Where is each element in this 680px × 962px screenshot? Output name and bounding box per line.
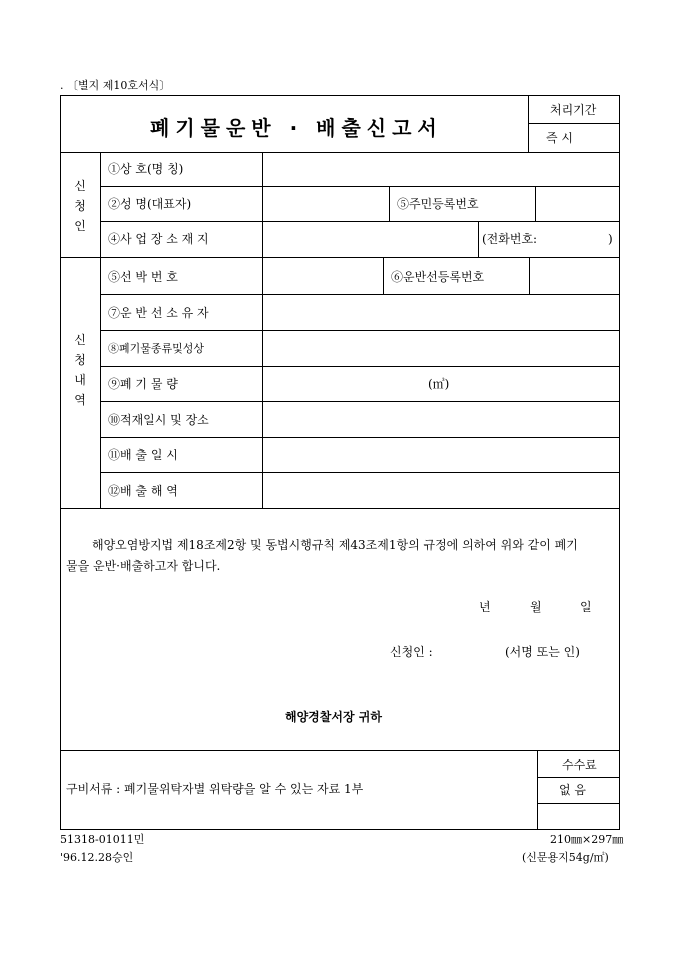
phone-close: ) [608,232,613,246]
applicant-section-label: 신 청 인 [74,179,86,233]
loading-date-place-label: ⑩적재일시 및 장소 [108,413,209,427]
paper-size: 210㎜×297㎜ [550,833,624,846]
approval-date: '96.12.28승인 [60,851,134,864]
ship-number-label: ⑤선 박 번 호 [108,270,178,284]
resident-number-label: ⑤주민등록번호 [397,197,479,211]
waste-type-label: ⑧폐기물종류및성상 [108,342,205,355]
ship-owner-label: ⑦운 반 선 소 유 자 [108,306,209,320]
transport-ship-registration-field[interactable] [530,258,619,294]
discharge-area-field[interactable] [263,473,619,508]
paper-type: (신문용지54g/㎡) [522,851,609,864]
business-address-field[interactable] [263,222,478,257]
ship-owner-field[interactable] [263,295,619,330]
discharge-date-field[interactable] [263,438,619,472]
date-month-label: 월 [530,600,542,614]
waste-amount-unit: (㎥) [428,377,450,391]
details-section-label: 신 청 내 역 [74,333,86,407]
date-year-label: 년 [479,600,491,614]
declaration-line-1: 해양오염방지법 제18조제2항 및 동법시행규칙 제43조제1항의 규정에 의하여 위와 같이 폐기 [92,538,578,552]
addressee: 해양경찰서장 귀하 [285,710,382,724]
discharge-date-label: ⑪배 출 일 시 [108,448,178,462]
required-documents: 구비서류 : 폐기물위탁자별 위탁량을 알 수 있는 자료 1부 [66,782,364,796]
fee-label: 수수료 [562,758,597,772]
signature-note: (서명 또는 인) [505,645,580,659]
processing-period-value: 즉 시 [546,131,573,145]
representative-name-label: ②성 명(대표자) [108,197,192,211]
waste-amount-label: ⑨폐 기 물 량 [108,377,178,391]
applicant-sign-label: 신청인 : [390,645,433,659]
business-address-label: ④사 업 장 소 재 지 [108,232,209,246]
company-name-label: ①상 호(명 칭) [108,162,184,176]
form-code: 51318-01011민 [60,833,145,846]
loading-date-place-field[interactable] [263,402,619,437]
ship-number-field[interactable] [263,258,383,294]
resident-number-field[interactable] [536,187,619,221]
transport-ship-registration-label: ⑥운반선등록번호 [391,270,485,284]
discharge-area-label: ⑫배 출 해 역 [108,484,178,498]
waste-type-field[interactable] [263,331,619,366]
applicant-signature-field[interactable] [445,640,500,662]
processing-period-label: 처리기간 [550,103,597,117]
declaration-line-2: 물을 운반·배출하고자 합니다. [66,559,221,573]
company-name-field[interactable] [263,153,619,186]
fee-value: 없 음 [559,783,586,797]
representative-name-field[interactable] [263,187,389,221]
form-title: 폐기물운반 · 배출신고서 [150,116,443,140]
phone-label: (전화번호: [482,232,538,246]
form-number-note: . 〔별지 제10호서식〕 [60,79,171,92]
date-day-label: 일 [580,600,592,614]
